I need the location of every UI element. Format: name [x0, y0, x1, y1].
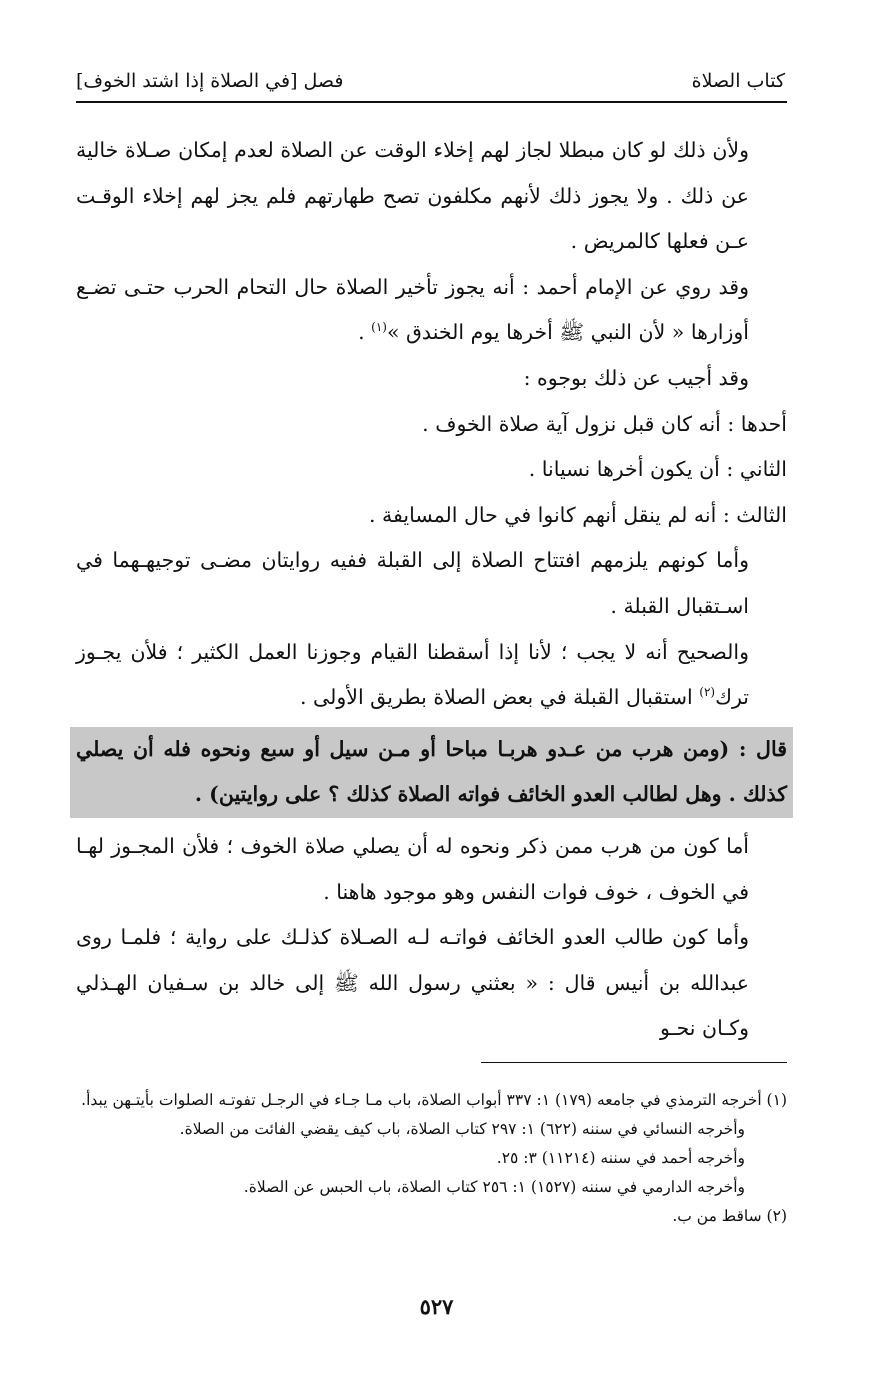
paragraph-9: أما كون من هرب ممن ذكر ونحوه له أن يصلي صلاة الخوف ؛ فلأن المجـوز لهـا في الخوف ، خوف فوات النفس وهو موجود هاهنا .	[76, 833, 749, 904]
paragraph-2-text: وقد روي عن الإمام أحمد : أنه يجوز تأخير الصلاة حال التحام الحرب حتـى تضـع أوزارها « لأن النبي ﷺ أخرها يوم الخندق »	[76, 274, 749, 345]
header-section-title: فصل [في الصلاة إذا اشتد الخوف]	[76, 70, 344, 92]
footnote-2: (٢) ساقط من ب.	[672, 1207, 787, 1225]
quoted-matn-highlight	[70, 727, 793, 818]
footnote-1-darimi: وأخرجه الدارمي في سننه (١٥٢٧) ١: ٢٥٦ كتاب الصلاة، باب الحبس عن الصلاة.	[243, 1178, 745, 1196]
paragraph-8-text-a: والصحيح أنه لا يجب ؛ لأنا إذا أسقطنا القيام وجوزنا العمل الكثير ؛ فلأن يجـوز ترك	[76, 639, 749, 710]
footnote-1-nasai: وأخرجه النسائي في سننه (٦٢٢) ١: ٢٩٧ كتاب الصلاة، باب كيف يقضي الفائت من الصلاة.	[179, 1120, 745, 1138]
paragraph-1: ولأن ذلك لو كان مبطلا لجاز لهم إخلاء الوقت عن الصلاة لعدم إمكان صـلاة خالية عن ذلك . ولا يجوز ذلك لأنهم مكلفون تصح طهارتهم فلم يجز لهم إخلاء الوقـت عـن فعلها كالمريض .	[76, 138, 749, 254]
running-header	[76, 56, 785, 92]
paragraph-8-text-b: استقبال القبلة في بعض الصلاة بطريق الأولى .	[300, 685, 700, 710]
footnote-ref-1[interactable]: (١)	[371, 320, 387, 335]
paragraph-4: أحدها : أنه كان قبل نزول آية صلاة الخوف .	[422, 411, 787, 436]
page-number: ٥٢٧	[419, 1294, 454, 1319]
paragraph-2	[76, 265, 787, 356]
quoted-matn: قال : (ومن هرب من عـدو هربـا مباحا أو مـن سيل أو سبع ونحوه فله أن يصلي كذلك . وهل لطالب العدو الخائف فواته الصلاة كذلك ؟ على روايتين) .	[76, 736, 787, 807]
paragraph-2-end: .	[358, 320, 372, 345]
paragraph-8	[76, 630, 787, 721]
paragraph-10: وأما كون طالب العدو الخائف فواتـه لـه الصـلاة كذلـك على رواية ؛ فلمـا روى عبدالله بن أنيس قال : « بعثني رسول الله ﷺ إلى خالد بن سـفيان الهـذلي وكـان نحـو	[76, 925, 749, 1041]
footnote-ref-2[interactable]: (٢)	[699, 685, 716, 700]
paragraph-3: وقد أجيب عن ذلك بوجوه :	[523, 365, 749, 390]
main-text	[76, 128, 787, 1052]
footnote-1: (١) أخرجه الترمذي في جامعه (١٧٩) ١: ٣٣٧ أبواب الصلاة، باب مـا جـاء في الرجـل تفوتـه الصلوات بأيتـهن يبدأ.	[81, 1091, 787, 1109]
paragraph-5: الثاني : أن يكون أخرها نسيانا .	[528, 457, 787, 482]
header-divider	[76, 101, 787, 103]
paragraph-7: وأما كونهم يلزمهم افتتاح الصلاة إلى القبلة ففيه روايتان مضـى توجيهـهما في اسـتقبال القبلة .	[76, 548, 749, 618]
paragraph-6: الثالث : أنه لم ينقل أنهم كانوا في حال المسايفة .	[369, 502, 787, 527]
footnote-1-ahmad: وأخرجه أحمد في سننه (١١٢١٤) ٣: ٢٥.	[496, 1149, 745, 1167]
footnote-divider	[481, 1062, 787, 1063]
footnotes	[76, 1086, 787, 1231]
header-book-title: كتاب الصلاة	[691, 70, 785, 92]
